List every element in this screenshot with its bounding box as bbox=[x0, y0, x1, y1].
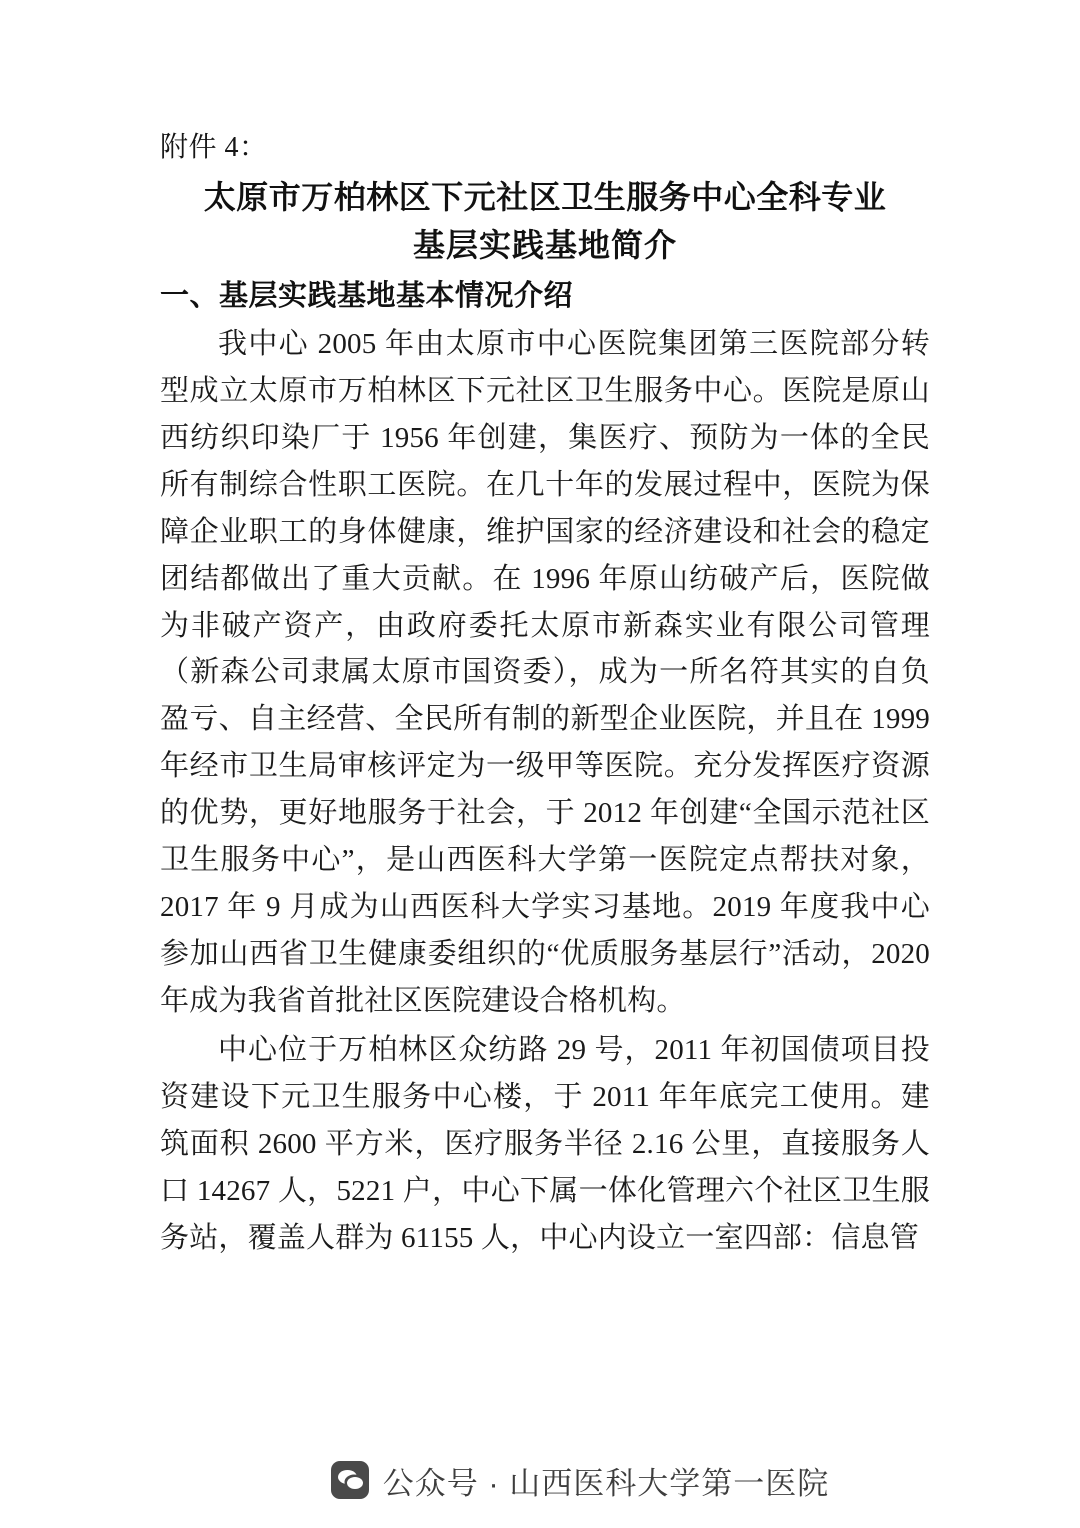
attachment-label: 附件 4： bbox=[160, 132, 268, 163]
footer-account-label: 公众号 · 山西医科大学第一医院 bbox=[382, 1465, 830, 1501]
paragraph-1: 我中心 2005 年由太原市中心医院集团第三医院部分转型成立太原市万柏林区下元社区卫生服务中心。医院是原山西纺织印染厂于 1956 年创建，集医疗、预防为一体的全民所有制综合性职工医院。在几十年的发展过程中，医院为保障企业职工的身体健康，维护国家的经济建设和社会的稳定团结都做出了重大贡献。在 1996 年原山纺破产后，医院做为非破产资产，由政府委托太原市新森实业有限公司管理（新森公司隶属太原市国资委），成为一所名符其实的自负盈亏、自主经营、全民所有制的新型企业医院，并且在 1999 年经市卫生局审核评定为一级甲等医院。充分发挥医疗资源的优势，更好地服务于社会，于 2012 年创建“全国示范社区卫生服务中心”，是山西医科大学第一医院定点帮扶对象，2017 年 9 月成为山西医科大学实习基地。2019 年度我中心参加山西省卫生健康委组织的“优质服务基层行”活动，2020 年成为我省首批社区医院建设合格机构。 bbox=[160, 327, 930, 1018]
document-body bbox=[160, 128, 930, 1262]
page-title-line-2: 基层实践基地简介 bbox=[412, 227, 677, 264]
section-heading: 一、基层实践基地基本情况介绍 bbox=[160, 280, 574, 313]
page-title bbox=[160, 173, 930, 269]
footer-content bbox=[331, 1458, 830, 1503]
footer-bar bbox=[0, 1432, 1080, 1528]
paragraph-2: 中心位于万柏林区众纺路 29 号，2011 年初国债项目投资建设下元卫生服务中心楼，于 2011 年年底完工使用。建筑面积 2600 平方米，医疗服务半径 2.16 公里，直接服务人口 14267 人，5221 户，中心下属一体化管理六个社区卫生服务站，覆盖人群为 61155 人，中心内设立一室四部：信息管 bbox=[160, 1034, 930, 1255]
page-title-line-1: 太原市万柏林区下元社区卫生服务中心全科专业 bbox=[203, 179, 887, 216]
wechat-icon bbox=[331, 1461, 369, 1499]
